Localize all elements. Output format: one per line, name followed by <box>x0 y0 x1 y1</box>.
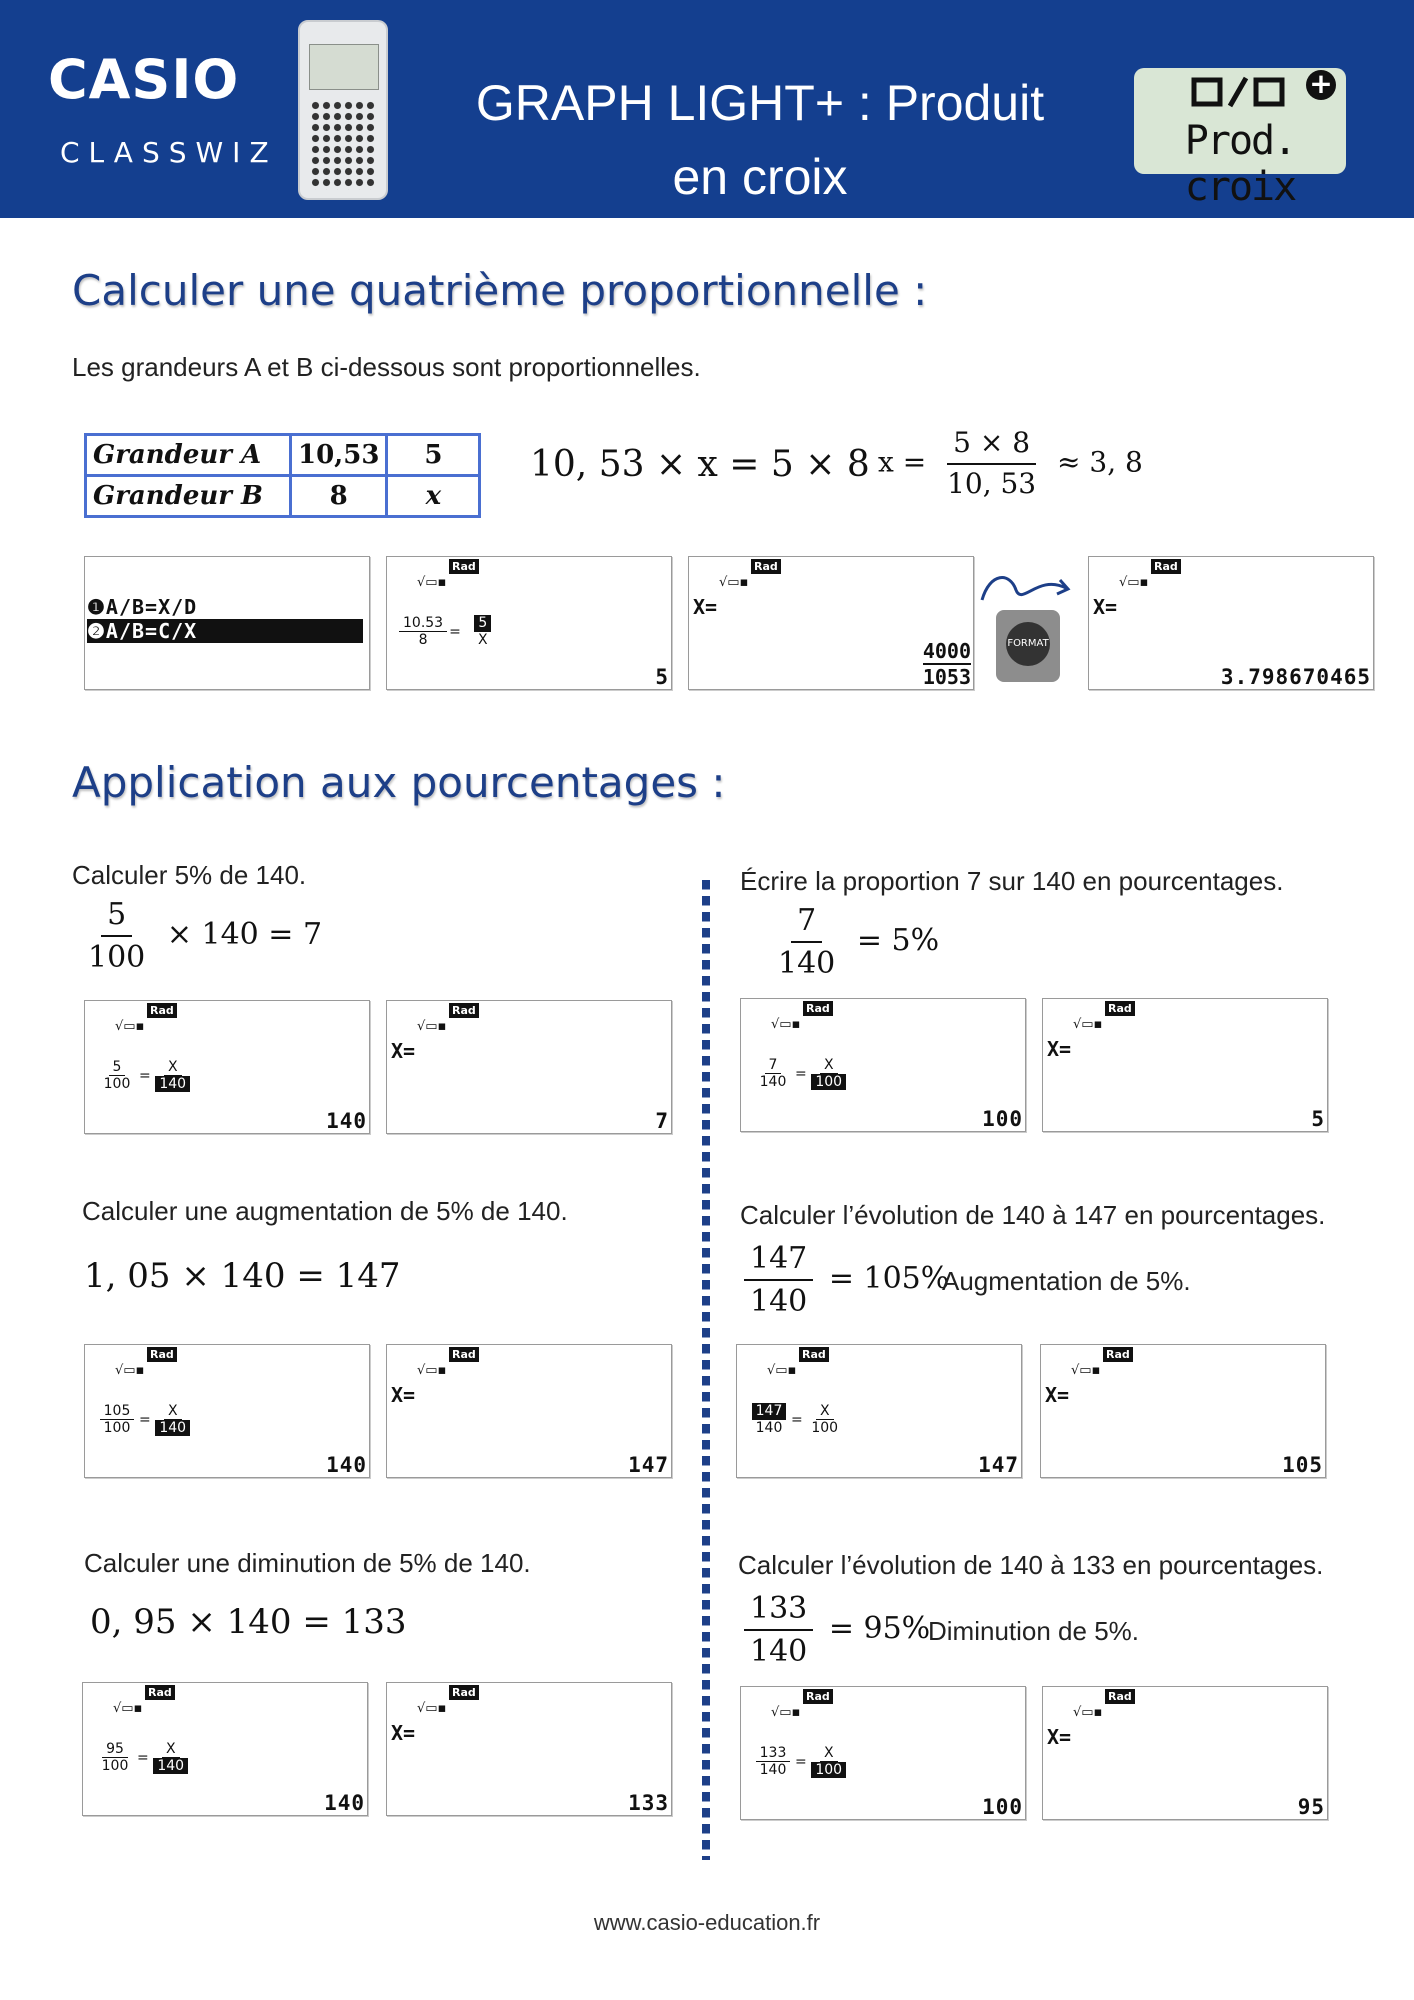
rad-indicator: Rad <box>799 1347 829 1362</box>
entry-bottom-right: 140 <box>153 1758 188 1774</box>
entry-top-right: X <box>164 1059 182 1076</box>
solution-fraction <box>941 428 1042 500</box>
rad-indicator: Rad <box>449 559 479 574</box>
entry-bottom-left: 100 <box>103 1420 131 1436</box>
calc-screen-entry <box>740 1686 1026 1820</box>
result-denominator: 1053 <box>922 665 971 689</box>
screen-result: 5 <box>1311 1107 1325 1131</box>
math-expression: 1, 05 × 140 = 147 <box>84 1256 401 1296</box>
mathio-icon: √▭▪ <box>767 1363 797 1378</box>
calc-screen-result <box>1042 998 1328 1132</box>
eq-var: x = <box>878 445 927 479</box>
mathio-icon: √▭▪ <box>719 575 749 590</box>
x-equals: X= <box>1045 1383 1070 1407</box>
entry-top-left: 133 <box>756 1745 791 1762</box>
entry-bottom-right: 100 <box>811 1762 846 1778</box>
prompt-text: Calculer une augmentation de 5% de 140. <box>82 1196 568 1226</box>
entry-bottom-left: 8 <box>418 632 428 648</box>
fraction-numerator: 5 <box>101 898 132 937</box>
entry-top-left: 95 <box>102 1741 128 1758</box>
eq-approx: ≈ 3, 8 <box>1057 445 1143 479</box>
mathio-icon: √▭▪ <box>417 1019 447 1034</box>
math-rest: = 105% <box>828 1261 950 1296</box>
screen-result: 95 <box>1297 1795 1325 1819</box>
column-divider <box>702 880 710 1860</box>
table-row <box>86 476 480 517</box>
calc-screen-decimal-result <box>1088 556 1374 690</box>
rad-indicator: Rad <box>1105 1001 1135 1016</box>
mathio-icon: √▭▪ <box>771 1017 801 1032</box>
screen-result: 100 <box>982 1107 1023 1131</box>
rad-indicator: Rad <box>449 1347 479 1362</box>
fraction-numerator: 147 <box>744 1242 813 1281</box>
eq-rhs: 5 × 8 <box>770 444 870 485</box>
cross-product-entry: $\frac{10.53}{8}$ = $\frac{5}{X}$ <box>399 615 503 648</box>
evolution-note: Augmentation de 5%. <box>942 1266 1191 1296</box>
rad-indicator: Rad <box>751 559 781 574</box>
prompt-text: Calculer l’évolution de 140 à 133 en pourcentages. <box>738 1550 1324 1580</box>
rad-indicator: Rad <box>803 1001 833 1016</box>
curved-arrow-icon <box>976 566 1076 610</box>
calc-screen-result <box>386 1344 672 1478</box>
calc-screen-entry <box>84 1344 370 1478</box>
calc-screen-entry <box>736 1344 1022 1478</box>
table-cell: 5 <box>387 435 480 476</box>
prompt-text: Calculer une diminution de 5% de 140. <box>84 1548 531 1578</box>
table-row <box>86 435 480 476</box>
fraction-denominator: 140 <box>750 1284 808 1319</box>
entry-top-left: 147 <box>752 1403 787 1420</box>
rad-indicator: Rad <box>803 1689 833 1704</box>
entry-top-right: X <box>820 1057 838 1074</box>
entry-bottom-left: 100 <box>101 1758 129 1774</box>
equation-solution <box>878 428 1143 500</box>
entry-top-right: X <box>162 1741 180 1758</box>
cross-product-entry: $\frac{147}{140}$ = $\frac{X}{100}$ <box>749 1403 845 1436</box>
mathio-icon: √▭▪ <box>1073 1017 1103 1032</box>
rad-indicator: Rad <box>147 1347 177 1362</box>
math-expression <box>766 904 939 980</box>
calculator-icon <box>298 20 388 200</box>
entry-top-right: 5 <box>474 615 491 632</box>
rad-indicator: Rad <box>145 1685 175 1700</box>
screen-result: 147 <box>978 1453 1019 1477</box>
entry-bottom-right: 140 <box>155 1076 190 1092</box>
rad-indicator: Rad <box>449 1003 479 1018</box>
math-expression <box>738 1242 949 1318</box>
screen-result: 140 <box>324 1791 365 1815</box>
cross-product-entry: $\frac{105}{100}$ = $\frac{X}{140}$ <box>97 1403 193 1436</box>
row-label: Grandeur A <box>86 435 291 476</box>
fraction-numerator: 5 × 8 <box>947 428 1036 465</box>
screen-result: 147 <box>628 1453 669 1477</box>
title-line-1: GRAPH LIGHT+ : Produit <box>475 75 1045 131</box>
calc-screen-result <box>386 1000 672 1134</box>
screen-result: 100 <box>982 1795 1023 1819</box>
entry-top-left: 10.53 <box>399 615 447 632</box>
entry-bottom-right: 100 <box>811 1074 846 1090</box>
cross-product-entry: $\frac{5}{100}$ = $\frac{X}{140}$ <box>97 1059 193 1092</box>
calc-screen-menu <box>84 556 370 690</box>
mathio-icon: √▭▪ <box>1073 1705 1103 1720</box>
mathio-icon: √▭▪ <box>417 575 447 590</box>
mathio-icon: √▭▪ <box>1119 575 1149 590</box>
math-expression <box>738 1592 930 1668</box>
fraction-result <box>923 639 971 689</box>
mathio-icon: √▭▪ <box>417 1701 447 1716</box>
x-equals: X= <box>391 1039 416 1063</box>
entry-top-right: X <box>164 1403 182 1420</box>
prompt-text: Écrire la proportion 7 sur 140 en pourcentages. <box>740 866 1284 896</box>
page-title <box>440 66 1080 214</box>
mathio-icon: √▭▪ <box>1071 1363 1101 1378</box>
section1-intro: Les grandeurs A et B ci-dessous sont proportionnelles. <box>72 352 701 382</box>
entry-bottom-left: 140 <box>759 1762 787 1778</box>
mathio-icon: √▭▪ <box>113 1701 143 1716</box>
result-numerator: 4000 <box>922 639 971 663</box>
entry-top-right: X <box>816 1403 834 1420</box>
row-label: Grandeur B <box>86 476 291 517</box>
title-line-2: en croix <box>672 149 848 205</box>
rad-indicator: Rad <box>1103 1347 1133 1362</box>
x-equals: X= <box>391 1721 416 1745</box>
proportion-table <box>84 433 481 518</box>
prod-croix-badge <box>1134 67 1346 210</box>
mathio-icon: √▭▪ <box>417 1363 447 1378</box>
menu-option-2: ❷A/B=C/X <box>87 619 363 643</box>
fraction-numerator: 133 <box>744 1592 813 1631</box>
screen-result: 105 <box>1282 1453 1323 1477</box>
prompt-text: Calculer l’évolution de 140 à 147 en pourcentages. <box>740 1200 1326 1230</box>
footer-url[interactable]: www.casio-education.fr <box>593 1910 821 1935</box>
calc-screen-entry <box>82 1682 368 1816</box>
entry-bottom-left: 100 <box>103 1076 131 1092</box>
menu-option-1: ❶A/B=X/D <box>87 595 198 619</box>
calc-screen-entry <box>386 556 672 690</box>
fraction-denominator: 100 <box>88 940 146 975</box>
x-equals: X= <box>391 1383 416 1407</box>
badge-label: Prod. croix <box>1184 118 1296 210</box>
section1-heading: Calculer une quatrième proportionnelle : <box>72 266 928 315</box>
screen-result: 3.798670465 <box>1220 665 1371 689</box>
entry-top-left: 105 <box>100 1403 135 1420</box>
math-rest: = 5% <box>856 923 940 958</box>
screen-result: 140 <box>326 1109 367 1133</box>
calc-screen-entry <box>740 998 1026 1132</box>
fraction-numerator: 7 <box>791 904 822 943</box>
equation-cross-product: 10, 53 × x = 5 × 8 <box>530 444 870 485</box>
calc-screen-result <box>386 1682 672 1816</box>
calc-screen-result <box>1042 1686 1328 1820</box>
mathio-icon: √▭▪ <box>115 1019 145 1034</box>
screen-result: 7 <box>655 1109 669 1133</box>
x-equals: X= <box>1093 595 1118 619</box>
screen-result: 5 <box>655 665 669 689</box>
cross-product-entry: $\frac{7}{140}$ = $\frac{X}{100}$ <box>753 1057 849 1090</box>
calc-screen-fraction-result <box>688 556 974 690</box>
format-key-label: FORMAT <box>1006 622 1050 666</box>
plus-icon: + <box>1306 70 1336 100</box>
calc-screen-result <box>1040 1344 1326 1478</box>
screen-result: 140 <box>326 1453 367 1477</box>
rad-indicator: Rad <box>147 1003 177 1018</box>
prompt-text: Calculer 5% de 140. <box>72 860 307 890</box>
table-cell: 8 <box>291 476 387 517</box>
math-rest: = 95% <box>828 1611 931 1646</box>
entry-top-right: X <box>820 1745 838 1762</box>
fraction-denominator: 10, 53 <box>947 466 1037 500</box>
entry-top-left: 7 <box>765 1057 782 1074</box>
section2-heading: Application aux pourcentages : <box>72 758 726 807</box>
mathio-icon: √▭▪ <box>115 1363 145 1378</box>
rad-indicator: Rad <box>1151 559 1181 574</box>
fraction-denominator: 140 <box>750 1634 808 1669</box>
casio-logo: CASIO <box>48 48 240 111</box>
x-equals: X= <box>693 595 718 619</box>
entry-bottom-right: 100 <box>811 1420 839 1436</box>
rad-indicator: Rad <box>449 1685 479 1700</box>
cross-product-entry: $\frac{133}{140}$ = $\frac{X}{100}$ <box>753 1745 849 1778</box>
mathio-icon: √▭▪ <box>771 1705 801 1720</box>
cross-product-entry: $\frac{95}{100}$ = $\frac{X}{140}$ <box>95 1741 191 1774</box>
x-equals: X= <box>1047 1037 1072 1061</box>
entry-bottom-right: X <box>478 632 488 648</box>
math-expression: 0, 95 × 140 = 133 <box>90 1602 407 1642</box>
classwiz-logo: CLASSWIZ <box>60 136 278 169</box>
entry-top-left: 5 <box>109 1059 126 1076</box>
fraction-denominator: 140 <box>778 946 836 981</box>
screen-result: 133 <box>628 1791 669 1815</box>
math-rest: × 140 = 7 <box>166 917 323 952</box>
format-key-icon <box>996 610 1060 682</box>
entry-bottom-right: 140 <box>155 1420 190 1436</box>
math-expression <box>76 898 322 974</box>
entry-bottom-left: 140 <box>755 1420 783 1436</box>
table-cell: 10,53 <box>291 435 387 476</box>
eq-lhs: 10, 53 × x <box>530 444 718 485</box>
table-cell: x <box>387 476 480 517</box>
x-equals: X= <box>1047 1725 1072 1749</box>
entry-bottom-left: 140 <box>759 1074 787 1090</box>
evolution-note: Diminution de 5%. <box>928 1616 1139 1646</box>
calc-screen-entry <box>84 1000 370 1134</box>
rad-indicator: Rad <box>1105 1689 1135 1704</box>
fraction-box-icon <box>1190 76 1310 108</box>
header-banner <box>0 0 1414 218</box>
